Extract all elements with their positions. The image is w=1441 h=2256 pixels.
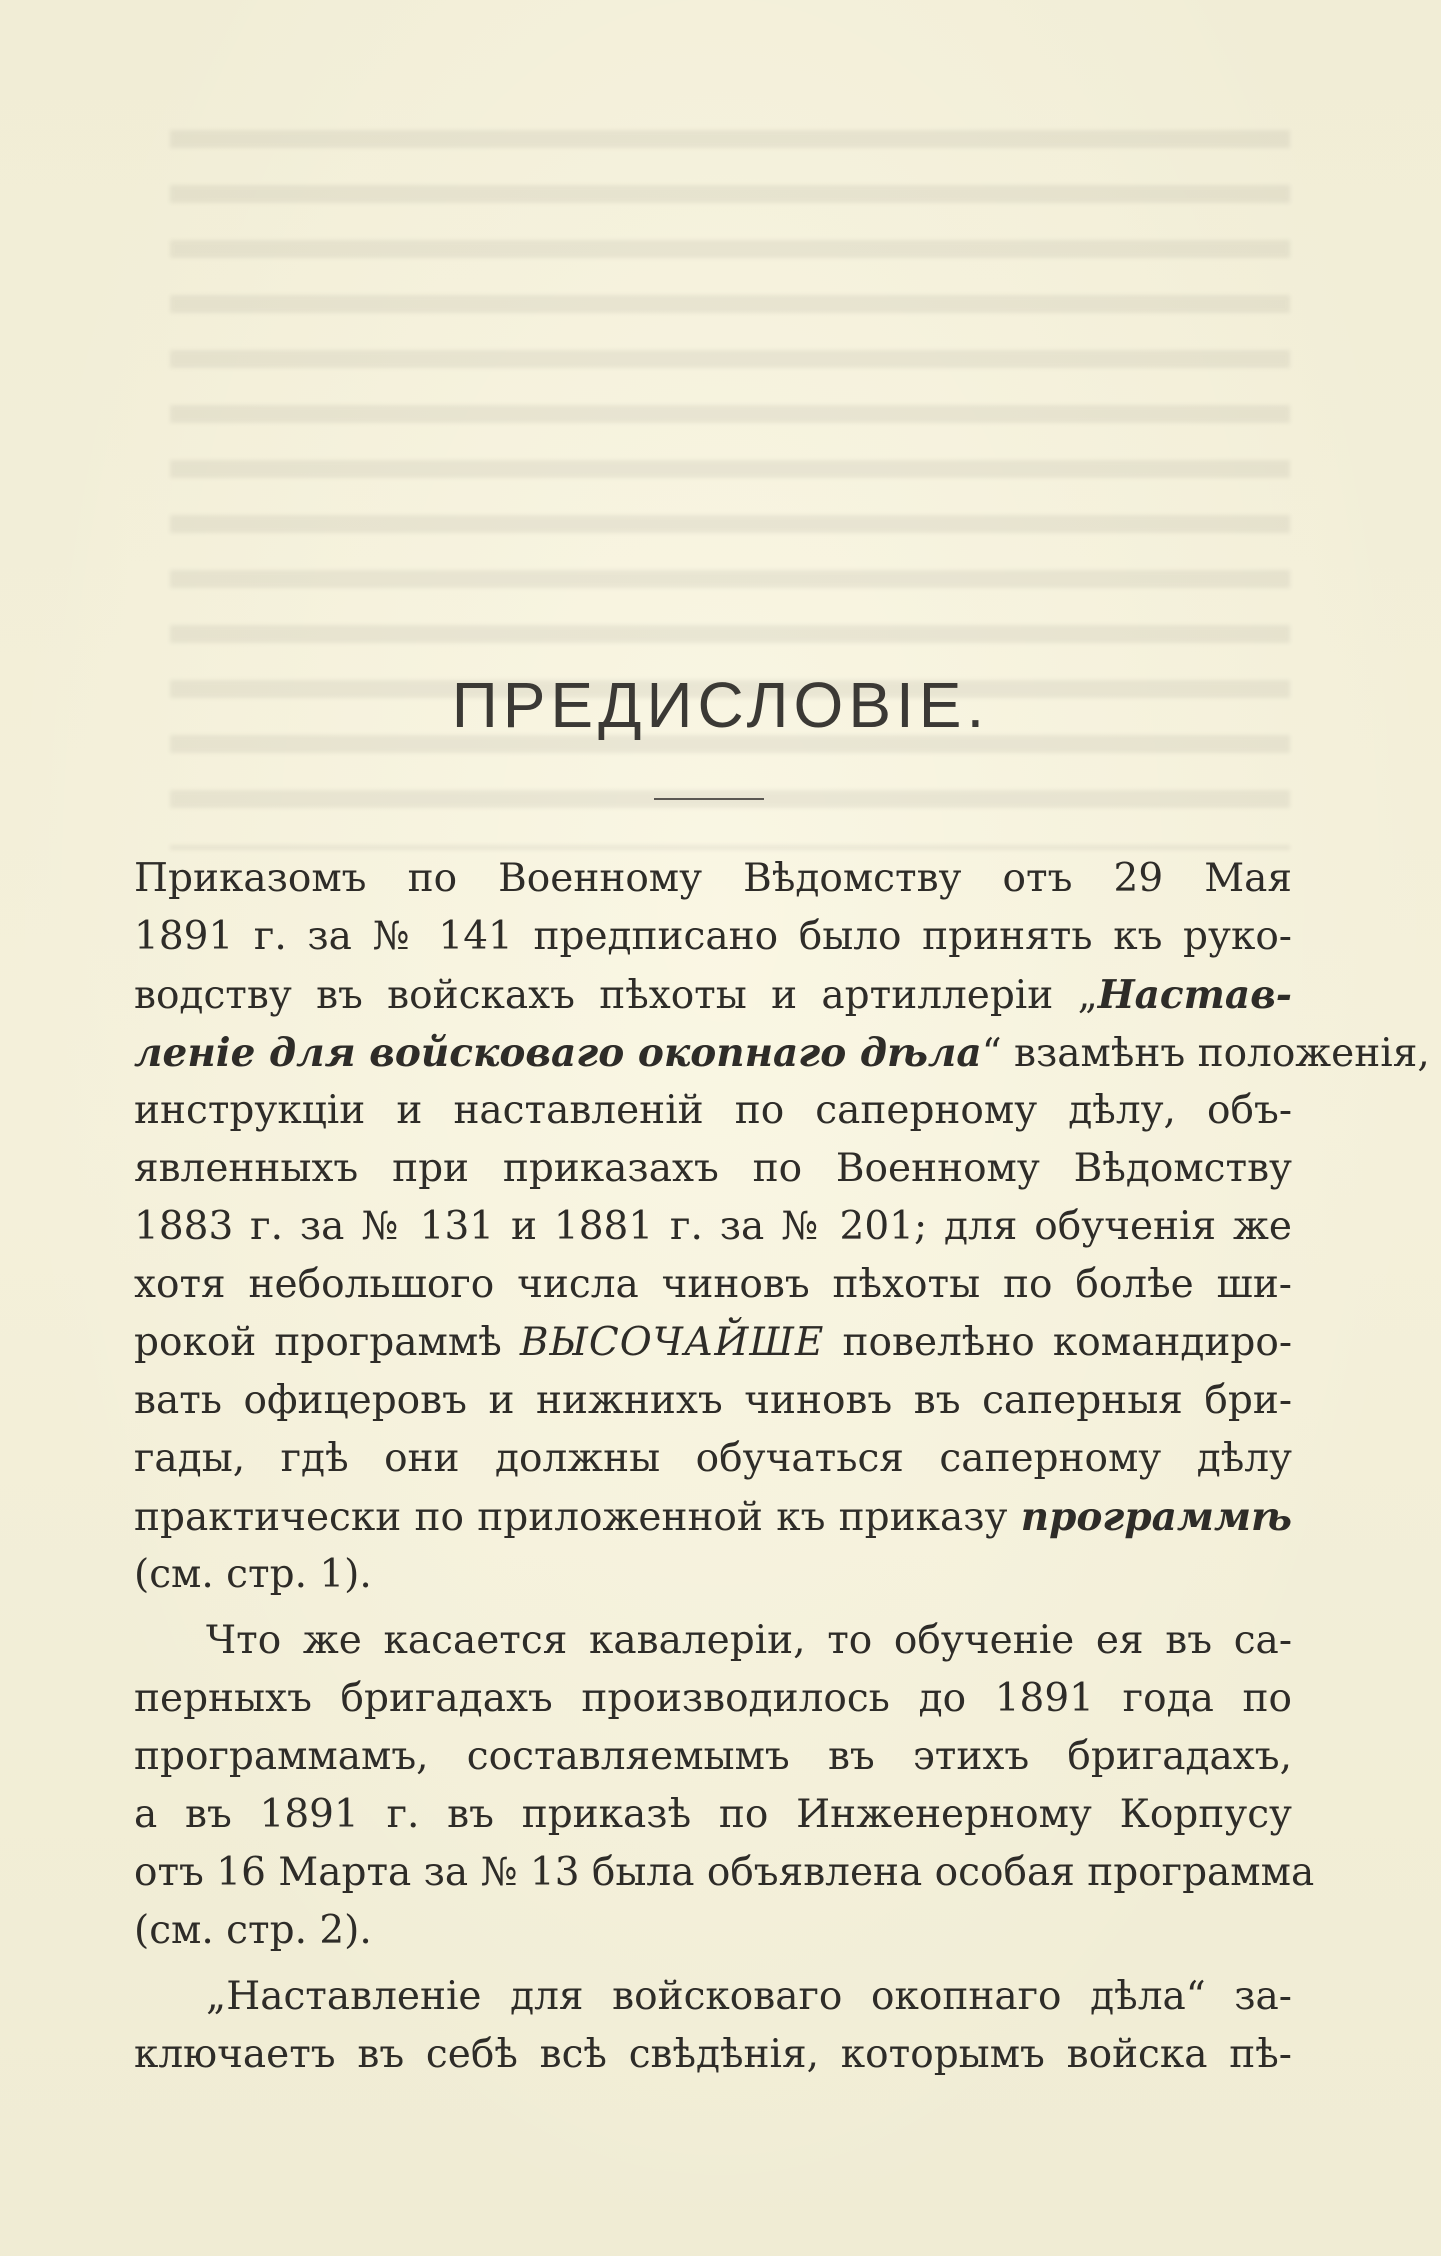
text-line <box>134 1082 1292 1140</box>
text-run: хотя небольшого числа чиновъ пѣхоты по болѣе ши- <box>134 1262 1292 1307</box>
text-line <box>134 908 1292 966</box>
body-text <box>134 850 1430 2084</box>
paragraph <box>134 1968 1292 2084</box>
text-run: (см. стр. 1). <box>134 1552 372 1597</box>
text-run: явленныхъ при приказахъ по Военному Вѣдомству <box>134 1146 1292 1191</box>
emphasized-text: Настав- <box>1097 972 1292 1018</box>
text-run: водству въ войскахъ пѣхоты и артиллеріи „ <box>134 973 1098 1018</box>
text-line <box>134 1844 1315 1902</box>
text-line <box>134 2026 1292 2084</box>
emphasized-text: леніе для войсковаго окопнаго дѣла <box>134 1030 982 1076</box>
text-line <box>134 1140 1292 1198</box>
paragraph-gap <box>134 1604 1292 1612</box>
text-line <box>134 850 1292 908</box>
page-title: ПРЕДИСЛОВІЕ. <box>451 669 990 741</box>
text-line <box>134 1670 1292 1728</box>
text-run: 1891 г. за № 141 предписано было принять къ руко- <box>134 914 1292 959</box>
emphasized-text: ВЫСОЧАЙШЕ <box>519 1320 825 1365</box>
text-run: ключаетъ въ себѣ всѣ свѣдѣнія, которымъ войска пѣ- <box>134 2032 1292 2077</box>
text-line <box>134 1728 1292 1786</box>
paragraph-gap <box>134 1960 1292 1968</box>
paragraph <box>134 850 1430 1604</box>
text-line <box>134 1612 1292 1670</box>
text-run: 1883 г. за № 131 и 1881 г. за № 201; для обученія же <box>134 1204 1292 1249</box>
text-run: программамъ, составляемымъ въ этихъ бригадахъ, <box>134 1734 1292 1779</box>
text-line <box>134 1256 1292 1314</box>
text-line <box>134 1488 1292 1546</box>
text-line <box>134 1902 1292 1960</box>
text-line <box>134 1372 1292 1430</box>
text-run: практически по приложенной къ приказу <box>134 1495 1021 1540</box>
text-run: гады, гдѣ они должны обучаться саперному дѣлу <box>134 1436 1292 1481</box>
show-through-text <box>170 130 1290 850</box>
text-line <box>134 1430 1292 1488</box>
text-run: отъ 16 Марта за № 13 была объявлена особая программа <box>134 1850 1315 1895</box>
text-run: (см. стр. 2). <box>134 1908 372 1953</box>
text-run: рокой программѣ <box>134 1320 520 1365</box>
emphasized-text: программѣ <box>1020 1494 1292 1540</box>
text-line <box>134 1546 1292 1604</box>
text-run: „Наставленіе для войсковаго окопнаго дѣла“ за- <box>206 1974 1292 2019</box>
text-line <box>134 1968 1292 2026</box>
text-run: “ взамѣнъ положенія, <box>981 1031 1430 1076</box>
paragraph <box>134 1612 1315 1960</box>
text-run: Что же касается кавалеріи, то обученіе ея въ са- <box>206 1618 1292 1663</box>
text-run: Приказомъ по Военному Вѣдомству отъ 29 Мая <box>134 856 1292 901</box>
title-divider <box>654 798 764 800</box>
text-run: инструкціи и наставленій по саперному дѣлу, объ- <box>134 1088 1292 1133</box>
text-run: перныхъ бригадахъ производилось до 1891 года по <box>134 1676 1292 1721</box>
text-run: а въ 1891 г. въ приказѣ по Инженерному Корпусу <box>134 1792 1292 1837</box>
text-run: повелѣно командиро- <box>824 1320 1292 1365</box>
text-run: вать офицеровъ и нижнихъ чиновъ въ саперныя бри- <box>134 1378 1292 1423</box>
text-line <box>134 1786 1292 1844</box>
text-line <box>134 966 1292 1024</box>
text-line <box>134 1314 1292 1372</box>
text-line <box>134 1198 1292 1256</box>
text-line <box>134 1024 1430 1082</box>
